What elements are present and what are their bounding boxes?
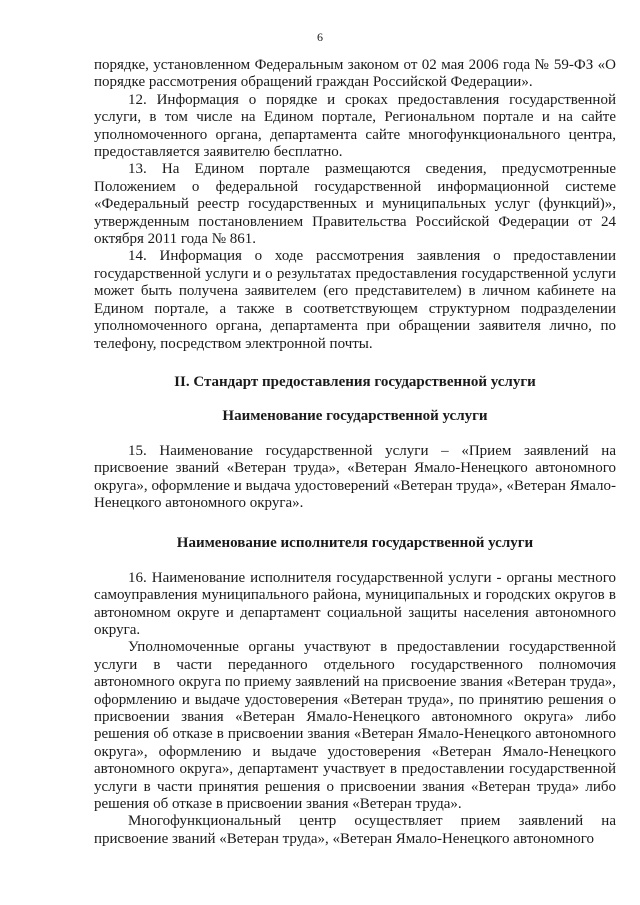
paragraph-15: 15. Наименование государственной услуги – «Прием заявлений на присвоение званий «Ветеран труда», «Ветеран Ямало-Ненецкого автономного округа», оформление и выдача удостоверений «Ветеран труда», «Ветеран Ямало-Ненецкого автономного округа». — [94, 442, 616, 511]
paragraph-13: 13. На Едином портале размещаются сведения, предусмотренные Положением о федеральной государственной информационной системе «Федеральный реестр государственных и муниципальных услуг (функций)», утвержденным постановлением Правительства Российской Федерации от 24 октября 2011 года № 861. — [94, 161, 616, 248]
paragraph-12: 12. Информация о порядке и сроках предоставления государственной услуги, в том числе на Едином портале, Региональном портале и на сайте уполномоченного органа, департамента сайте многофункционального центра, предоставляется заявителю бесплатно. — [94, 91, 616, 161]
paragraph-16: 16. Наименование исполнителя государственной услуги - органы местного самоуправления муниципального района, муниципальных и городских округов в автономном округе и департамент социальной защиты населения автономного округа. — [94, 569, 616, 638]
page-number: 6 — [317, 30, 323, 44]
heading-executor-name: Наименование исполнителя государственной услуги — [176, 535, 534, 552]
heading-service-name: Наименование государственной услуги — [222, 408, 488, 425]
paragraph-mfc: Многофункциональный центр осуществляет прием заявлений на присвоение званий «Ветеран труда», «Ветеран Ямало-Ненецкого автономного — [94, 813, 616, 847]
paragraph-authorized-bodies: Уполномоченные органы участвуют в предоставлении государственной услуги в части переданного отдельного государственного полномочия автономного округа по приему заявлений на присвоение звания «Ветеран труда», оформлению и выдаче удостоверения «Ветеран труда», по принятию решения о присвоении звания «Ветеран Ямало-Ненецкого автономного округа» либо решения об отказе в присвоении звания «Ветеран Ямало-Ненецкого автономного округа», оформлению и выдаче удостоверения «Ветеран Ямало-Ненецкого автономного округа», департамент участвует в предоставлении государственной услуги в части принятия решения о присвоении звания «Ветеран труда» либо решения об отказе в присвоении звания «Ветеран труда». — [94, 639, 616, 813]
paragraph-continuation: порядке, установленном Федеральным законом от 02 мая 2006 года № 59-ФЗ «О порядке рассмотрения обращений граждан Российской Федерации». — [94, 57, 616, 91]
section-heading-standard: II. Стандарт предоставления государственной услуги — [174, 373, 536, 390]
paragraph-14: 14. Информация о ходе рассмотрения заявления о предоставлении государственной услуги и о результатах предоставления государственной услуги может быть получена заявителем (его представителем) в личном кабинете на Едином портале, а также в соответствующем структурном подразделении уполномоченного органа, департамента при обращении заявителя лично, по телефону, посредством электронной почты. — [94, 248, 616, 352]
document-body — [94, 57, 616, 848]
